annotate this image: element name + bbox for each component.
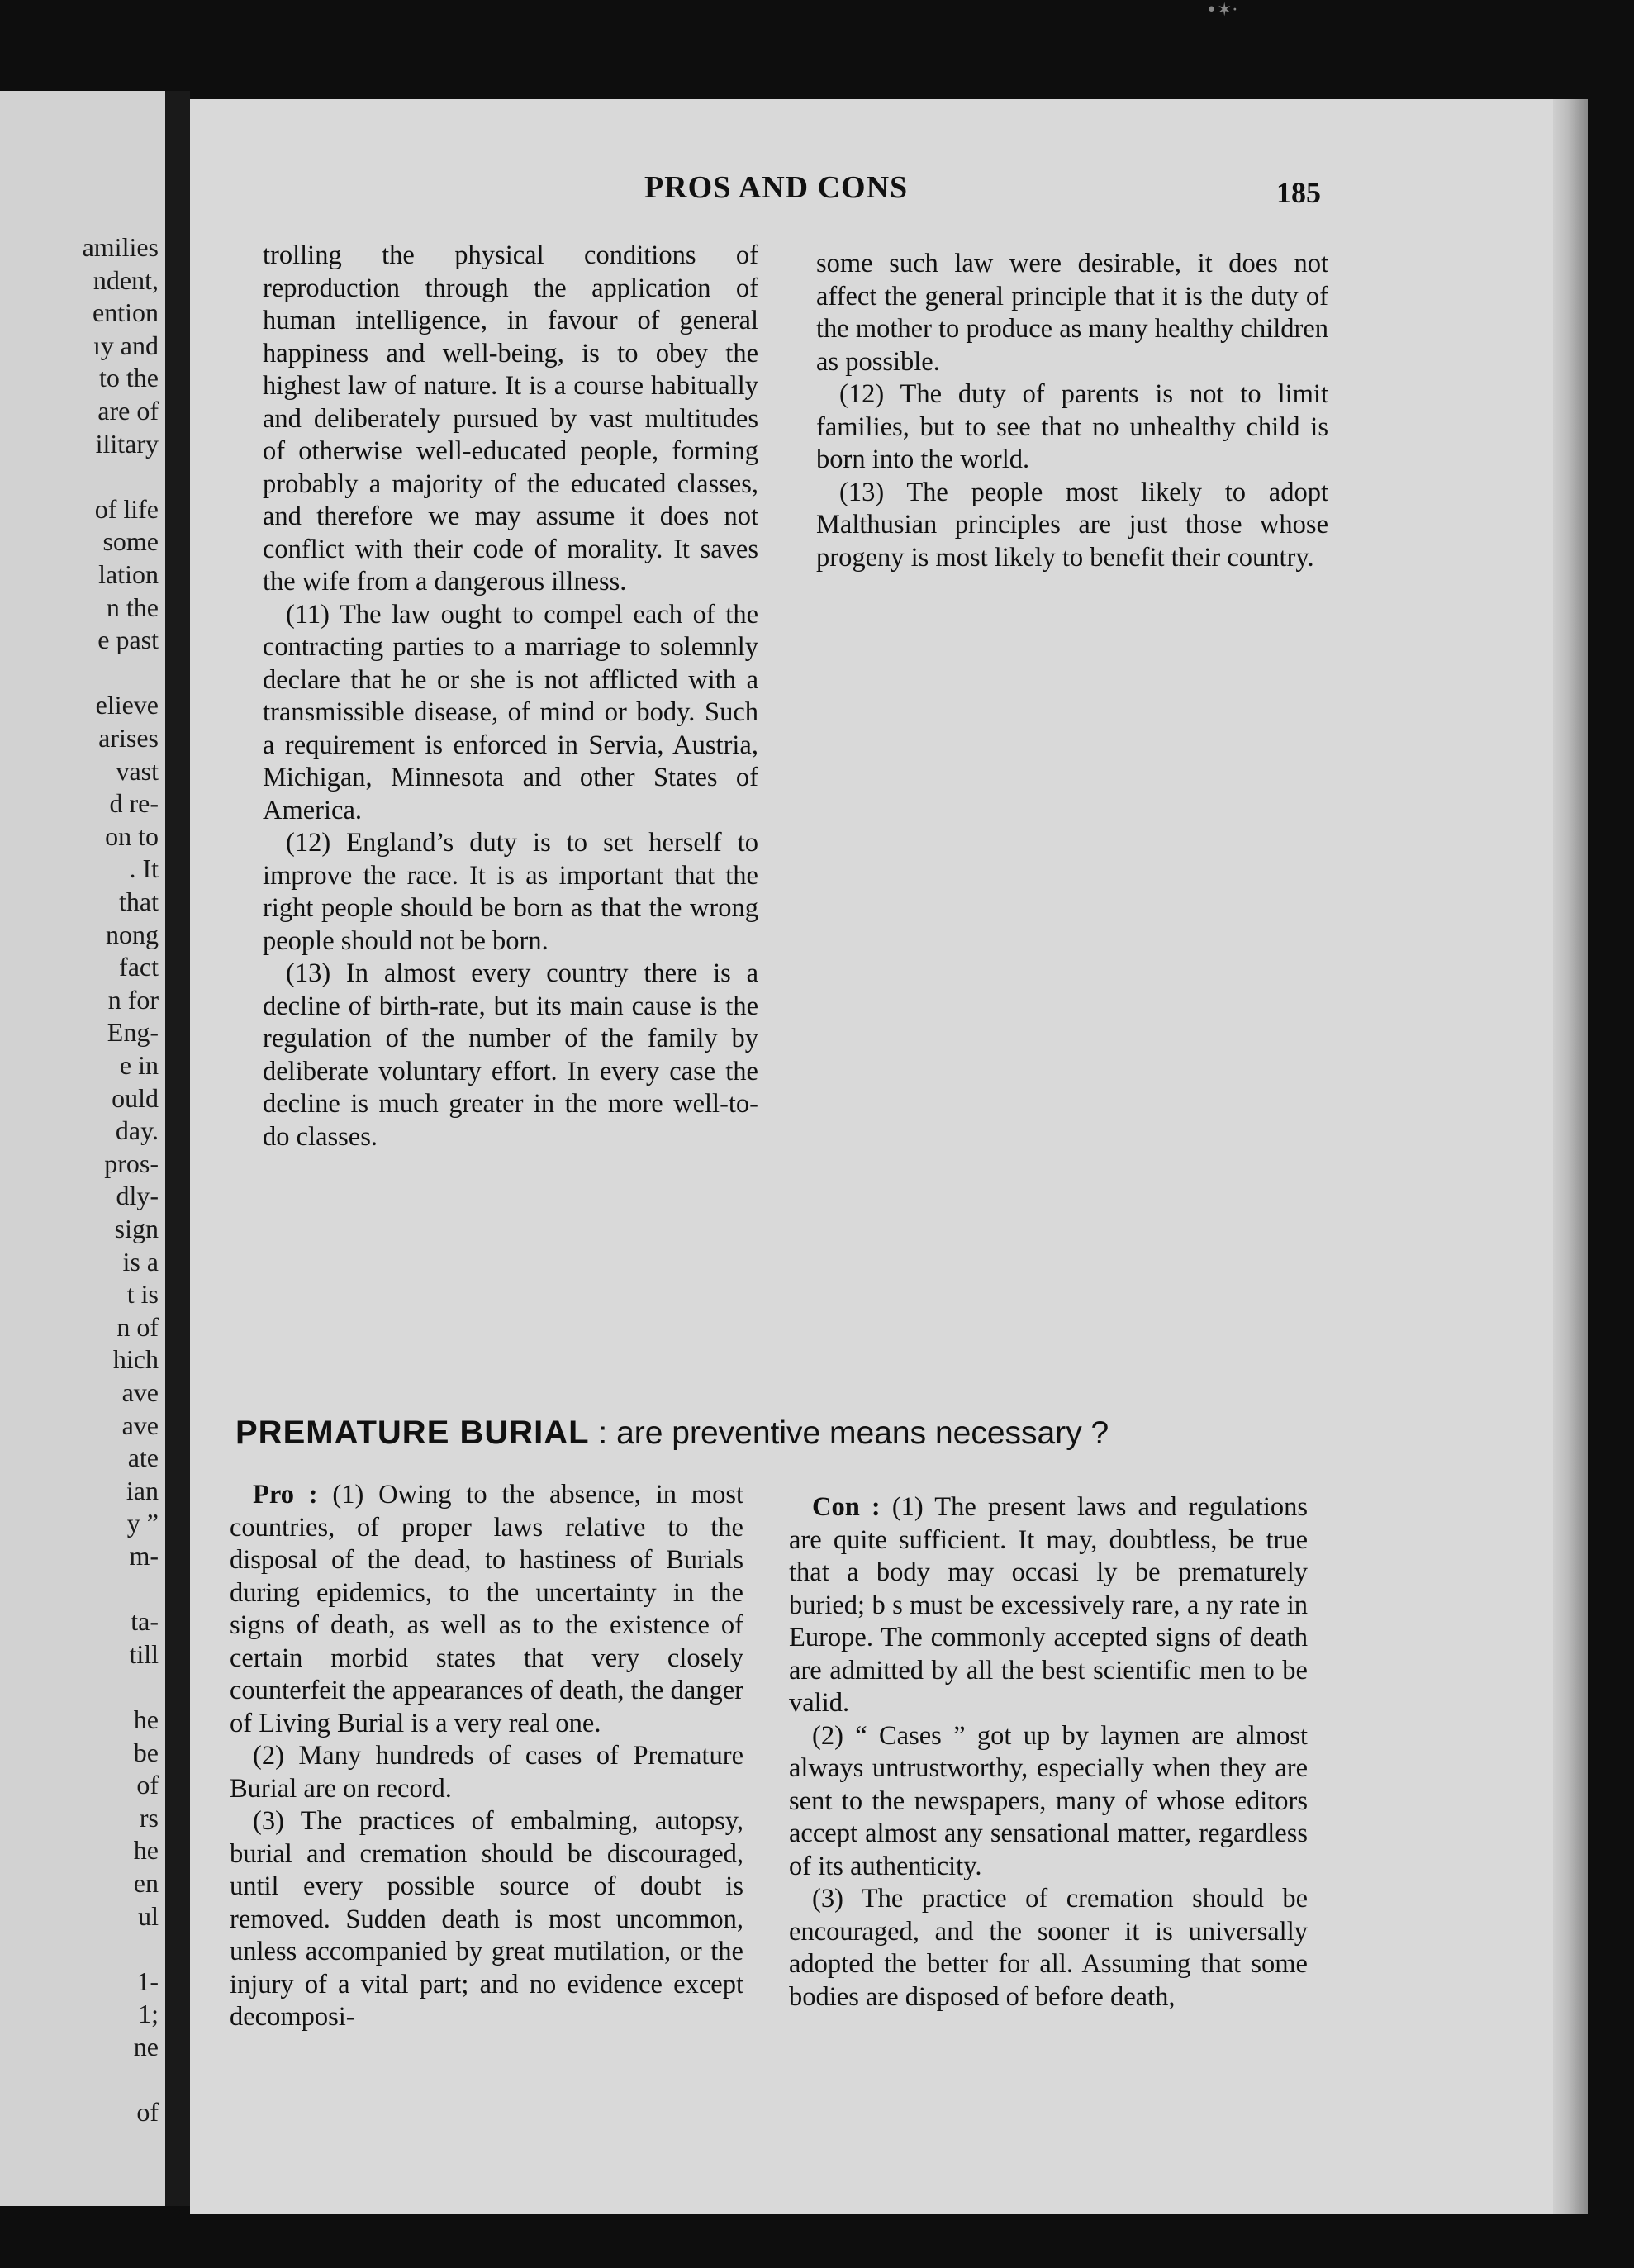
paragraph-13: (13) In almost every country there is a decline of birth-rate, but its main cause is the regulation of the number of the family by deliberate voluntary effort. In every case the decline is much greater in the more well-to-do classes. xyxy=(263,958,758,1152)
paragraph-12: (12) England’s duty is to set herself to improve the race. It is as important that the right people should be born as that the wrong people should not be born. xyxy=(263,828,758,956)
facing-page-text-fragment: m- xyxy=(129,1541,159,1571)
facing-page-text-fragment: of xyxy=(136,1770,159,1800)
facing-page-text-fragment: d re- xyxy=(109,788,159,819)
facing-page-text-fragment: n of xyxy=(116,1311,159,1342)
facing-page-text-fragment: fact xyxy=(119,952,159,982)
facing-page-text-fragment: of life xyxy=(94,493,159,524)
paragraph-10-continued: trolling the physical conditions of reproduction through the application of human intelligence, in favour of general happiness and well-being, is to obey the highest law of nature. It is a course habitually and deliberately pursued by vast multitudes of otherwise well-educated people, forming probably a majority of the educated classes, and therefore we may assume it does not conflict with their code of morality. It saves the wife from a dangerous illness. xyxy=(263,240,758,597)
book-spine xyxy=(165,91,190,2206)
facing-page-text-fragment: be xyxy=(133,1737,159,1767)
facing-page-text-fragment: ul xyxy=(138,1900,159,1931)
scan-dust: •✶· xyxy=(1206,0,1238,21)
facing-page-text-fragment: 1- xyxy=(136,1966,159,1996)
facing-page-text-fragment: is a xyxy=(122,1246,159,1277)
facing-page-text-fragment: day. xyxy=(115,1115,159,1146)
facing-page-text-fragment: rs xyxy=(139,1802,159,1833)
facing-page-text-fragment: of xyxy=(136,2097,159,2128)
paragraph-12-con: (12) The duty of parents is not to limit families, but to see that no unhealthy child is born into the world. xyxy=(816,379,1328,474)
facing-page-text-fragment: ention xyxy=(93,297,159,328)
facing-page-text-fragment: are of xyxy=(97,396,159,426)
facing-page-text-fragment: 1; xyxy=(138,1999,159,2029)
facing-page-text-fragment: ian xyxy=(126,1475,159,1505)
facing-page-text-fragment: en xyxy=(133,1868,159,1898)
pro-paragraph-3: (3) The practices of embalming, autopsy, burial and cremation should be discouraged, until every possible source of doubt is removed. Sudden death is most uncommon, unless accompanied by great mutilation, or the injury of a vital part; and no evidence except decomposi- xyxy=(230,1806,743,2032)
facing-page-text-fragment: ıy and xyxy=(93,330,159,360)
facing-page-text-fragment: to the xyxy=(99,363,159,393)
facing-page-text-fragment: Eng- xyxy=(107,1017,159,1048)
facing-page-text-fragment: ave xyxy=(121,1377,159,1407)
con-column xyxy=(789,1491,1308,2014)
facing-page-text-fragment: ould xyxy=(112,1082,159,1113)
facing-page-text-fragment: ate xyxy=(127,1443,159,1473)
facing-page-text-fragment: ndent, xyxy=(93,264,159,295)
facing-page-text-fragment: n the xyxy=(106,592,159,622)
page-edge xyxy=(1553,99,1588,2214)
facing-page-text-fragment: e in xyxy=(119,1050,159,1080)
paragraph-13-con: (13) The people most likely to adopt Malthusian principles are just those whose progeny is most likely to benefit their country. xyxy=(816,477,1328,573)
facing-page-text-fragment: y ” xyxy=(126,1508,159,1538)
paragraph-continued: some such law were desirable, it does not affect the general principle that it is the duty of the mother to produce as many healthy children as possible. xyxy=(816,249,1329,377)
facing-page-text-fragment: ne xyxy=(133,2032,159,2061)
left-column xyxy=(263,240,758,1153)
facing-page-text-fragment: amilies xyxy=(82,232,159,262)
facing-page-fragment xyxy=(0,91,165,2206)
facing-page-text-fragment: till xyxy=(129,1638,159,1669)
facing-page-text-fragment: e past xyxy=(97,625,159,655)
section-title: PREMATURE BURIAL xyxy=(235,1415,590,1451)
running-head: PROS AND CONS xyxy=(644,170,909,205)
facing-page-text-fragment: dly- xyxy=(116,1181,159,1211)
pro-paragraph-1: (1) Owing to the absence, in most countries, of proper laws relative to the disposal of the dead, to hastiness of Burials during epidemics, to the uncertainty in the signs of death, as well as to the existence of certain morbid states that very closely counterfeit the appearances of death, the danger of Living Burial is a very real one. xyxy=(230,1480,744,1738)
con-label: Con : xyxy=(812,1492,881,1522)
facing-page-text-fragment: vast xyxy=(116,755,159,786)
facing-page-text-fragment: lation xyxy=(98,559,159,589)
con-paragraph-1: (1) The present laws and regulations are quite sufficient. It may, doubtless, be true that a body may occasi ly be prematurely buried; b s must be excessively rare, a ny rate in Europe. The commonly accepted signs of death are admitted by all the best scientific men to be valid. xyxy=(789,1492,1308,1718)
paragraph-11: (11) The law ought to compel each of the contracting parties to a marriage to solemnly declare that he or she is not afflicted with a transmissible disease, of mind or body. Such a requirement is enforced in Servia, Austria, Michigan, Minnesota and other States of America. xyxy=(263,599,758,825)
facing-page-text-fragment: pros- xyxy=(104,1148,159,1178)
con-paragraph-2: (2) “ Cases ” got up by laymen are almost always untrustworthy, especially when they are sent to the newspapers, many of whose editors accept almost any sensational matter, regardless of its authenticity. xyxy=(789,1720,1308,1881)
facing-page-text-fragment: . It xyxy=(129,853,159,884)
pro-column xyxy=(230,1479,743,2034)
con-paragraph-3: (3) The practice of cremation should be encouraged, and the sooner it is universally adopted the better for all. Assuming that some bodies are disposed of before death, xyxy=(789,1884,1308,2012)
section-heading xyxy=(235,1415,1318,1452)
facing-page-text-fragment: elieve xyxy=(95,690,159,720)
facing-page-text-fragment: t is xyxy=(126,1279,159,1310)
facing-page-text-fragment: he xyxy=(133,1705,159,1734)
facing-page-text-fragment: that xyxy=(119,887,159,916)
section-question: : are preventive means necessary ? xyxy=(589,1415,1109,1451)
facing-page-text-fragment: some xyxy=(102,526,159,557)
page-number: 185 xyxy=(1276,176,1321,209)
facing-page-text-fragment: hich xyxy=(112,1344,159,1375)
facing-page-text-fragment: nong xyxy=(106,919,159,949)
right-column xyxy=(816,248,1328,574)
pro-label: Pro : xyxy=(253,1480,318,1510)
facing-page-text-fragment: n for xyxy=(107,984,159,1015)
facing-page-text-fragment: ave xyxy=(121,1410,159,1440)
facing-page-text-fragment: ta- xyxy=(131,1606,159,1637)
facing-page-text-fragment: he xyxy=(133,1835,159,1866)
facing-page-text-fragment: on to xyxy=(105,820,159,851)
facing-page-text-fragment: sign xyxy=(114,1214,159,1243)
pro-paragraph-2: (2) Many hundreds of cases of Premature Burial are on record. xyxy=(230,1741,743,1804)
facing-page-text-fragment: arises xyxy=(98,723,159,753)
facing-page-text-fragment: ilitary xyxy=(95,428,159,459)
